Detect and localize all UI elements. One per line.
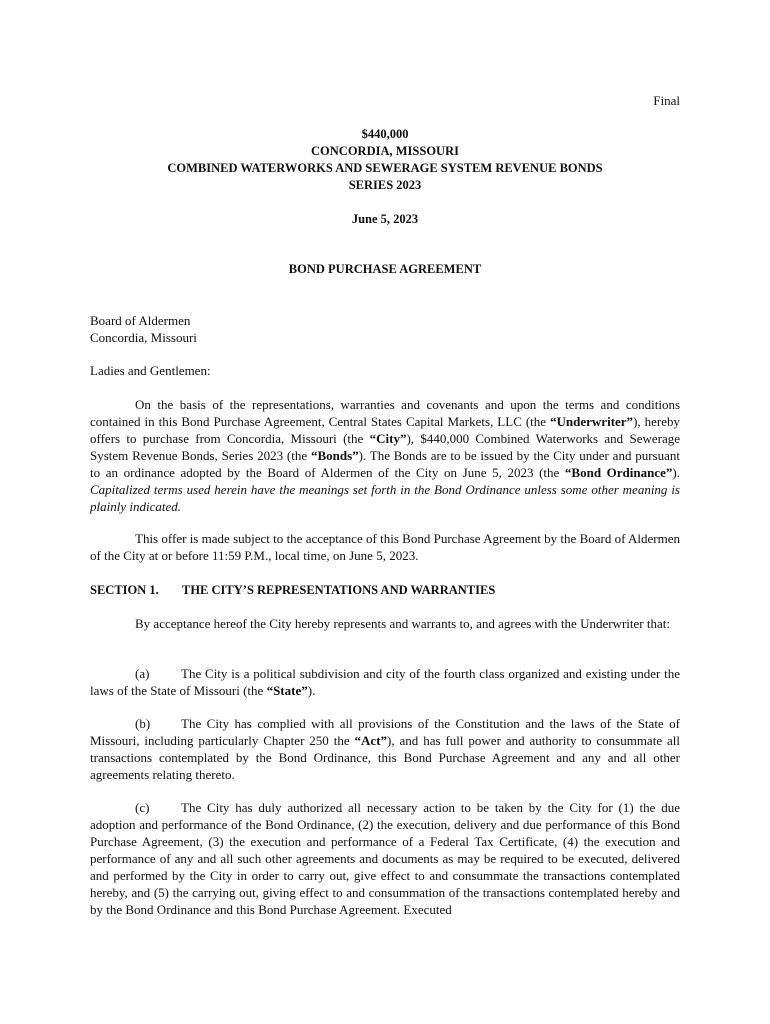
defined-term-act: “Act” <box>354 733 388 748</box>
salutation: Ladies and Gentlemen: <box>90 363 211 378</box>
capitalized-terms-note: Capitalized terms used herein have the meanings set forth in the Bond Ordinance unless some other meaning is plainly indicated. <box>90 482 680 514</box>
section-number: SECTION 1. <box>90 583 159 597</box>
document-date: June 5, 2023 <box>351 212 419 226</box>
representations-intro: By acceptance hereof the City hereby represents and warrants to, and agrees with the Underwriter that: <box>135 616 670 631</box>
document-title: BOND PURCHASE AGREEMENT <box>288 262 482 276</box>
acceptance-paragraph: This offer is made subject to the acceptance of this Bond Purchase Agreement by the Board of Aldermen of the City at or before 11:59 P.M., local time, on June 5, 2023. <box>90 531 680 563</box>
item-label: (a) <box>135 666 150 681</box>
section-title: THE CITY’S REPRESENTATIONS AND WARRANTIES <box>182 583 496 597</box>
list-item: (c) The City has duly authorized all necessary action to be taken by the City for (1) the due adoption and performance of the Bond Ordinance, (2) the execution, delivery and due performance of this Bond Purchase Agreement, (3) the execution and performance of a Federal Tax Certificate, (4) the execution and performance of any and all such other agreements and documents as may be required to be executed, delivered and performed by the City in order to carry out, give effect to and consummate the transactions contemplated hereby, and (5) the carrying out, giving effect to and consummation of the transactions contemplated hereby and by the Bond Ordinance and this Bond Purchase Agreement. Executed <box>90 800 680 917</box>
offer-paragraph: On the basis of the representations, warranties and covenants and upon the terms and conditions contained in this Bond Purchase Agreement, Central States Capital Markets, LLC (the “Underwriter”), hereby offers to purchase from Concordia, Missouri (the “City”), $440,000 Combined Waterworks and Sewerage System Revenue Bonds, Series 2023 (the “Bonds”). The Bonds are to be issued by the City under and pursuant to an ordinance adopted by the Board of Aldermen of the City on June 5, 2023 (the “Bond Ordinance”). Capitalized terms used herein have the meanings set forth in the Bond Ordinance unless some other meaning is plainly indicated. <box>90 397 680 514</box>
defined-term-bonds: “Bonds” <box>310 448 359 463</box>
defined-term-state: “State” <box>266 683 308 698</box>
item-label: (b) <box>135 716 151 731</box>
list-item: (a) The City is a political subdivision and city of the fourth class organized and existing under the laws of the State of Missouri (the “State”). <box>90 666 680 698</box>
addressee-block <box>90 312 680 346</box>
header-issuer: CONCORDIA, MISSOURI <box>311 144 459 158</box>
bond-header <box>90 126 680 194</box>
header-series: SERIES 2023 <box>348 178 422 192</box>
section-heading <box>90 582 680 599</box>
defined-term-bond-ordinance: “Bond Ordinance” <box>564 465 673 480</box>
item-label: (c) <box>135 800 150 815</box>
addressee-line: Board of Aldermen <box>90 313 191 328</box>
defined-term-city: “City” <box>369 431 407 446</box>
defined-term-underwriter: “Underwriter” <box>550 414 634 429</box>
header-bond-name: COMBINED WATERWORKS AND SEWERAGE SYSTEM REVENUE BONDS <box>167 161 603 175</box>
header-amount: $440,000 <box>361 127 409 141</box>
list-item: (b) The City has complied with all provisions of the Constitution and the laws of the State of Missouri, including particularly Chapter 250 the “Act”), and has full power and authority to consummate all transactions contemplated by the Bond Ordinance, this Bond Purchase Agreement and any and all other agreements relating thereto. <box>90 716 680 782</box>
addressee-line: Concordia, Missouri <box>90 330 197 345</box>
final-label: Final <box>653 93 680 108</box>
